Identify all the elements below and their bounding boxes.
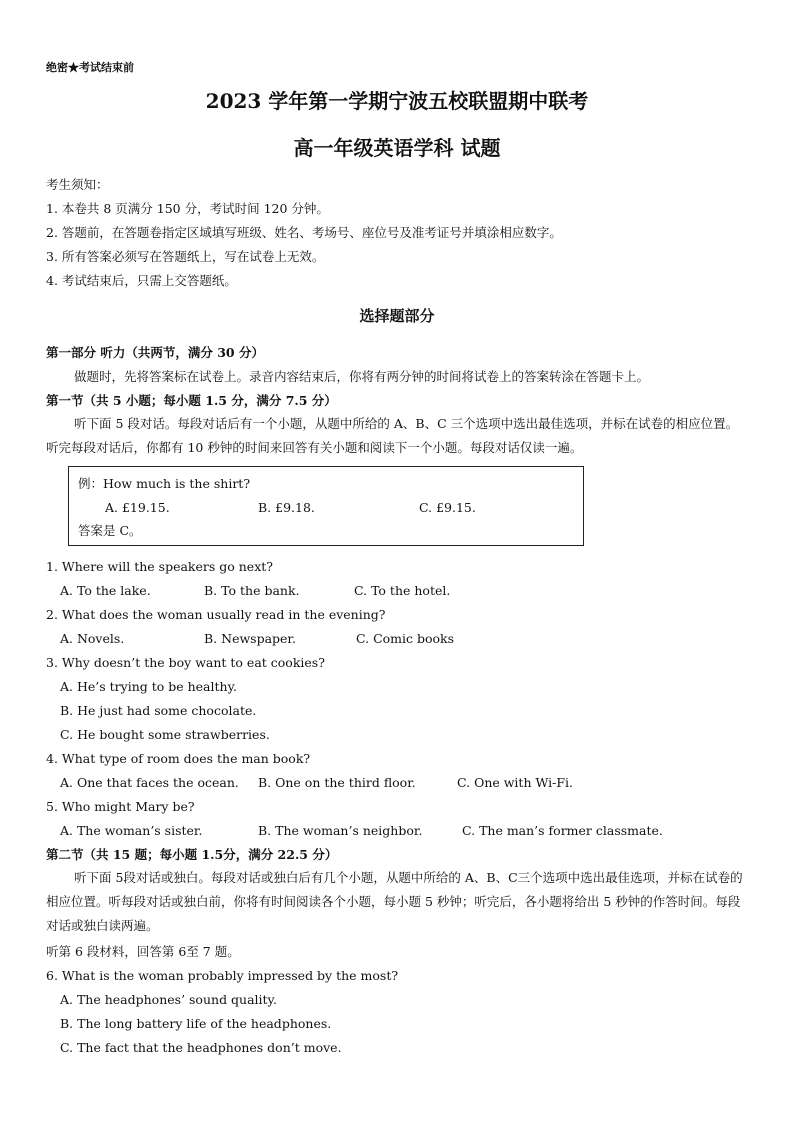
option: A. The headphones’ sound quality.	[60, 992, 277, 1007]
sec2-instruction: 听下面 5段对话或独白。每段对话或独白后有几个小题，从题中所给的 A、B、C三个选项中选出最佳选项，并标在试卷的相应位置。听每段对话或独白前，你将有时间阅读各个小题，每小题 5 秒钟；听完后，各小题将给出 5 秒钟的作答时间。每段对话或独白读两遍。	[46, 870, 743, 933]
question: 5. Who might Mary be?	[46, 799, 195, 814]
section-title: 选择题部分	[359, 307, 435, 325]
question: 6. What is the woman probably impressed by the most?	[46, 968, 399, 983]
question: 4. What type of room does the man book?	[46, 751, 311, 766]
option: B. Newspaper.	[204, 631, 297, 646]
option: A. One that faces the ocean.	[60, 775, 239, 790]
option: C. Comic books	[356, 631, 455, 646]
notice-item: 4. 考试结束后，只需上交答题纸。	[46, 273, 237, 288]
notice-item: 3. 所有答案必须写在答题纸上，写在试卷上无效。	[46, 249, 325, 264]
material-note: 听第 6 段材料，回答第 6至 7 题。	[46, 944, 240, 959]
example-answer: 答案是 C。	[78, 523, 142, 538]
option: C. One with Wi-Fi.	[457, 775, 573, 790]
option: A. The woman’s sister.	[60, 823, 203, 838]
secret-mark: 绝密★考试结束前	[46, 61, 134, 74]
part1-heading: 第一部分 听力（共两节，满分 30 分）	[46, 345, 264, 360]
option: A. To the lake.	[60, 583, 151, 598]
exam-title: 2023 学年第一学期宁波五校联盟期中联考	[205, 89, 589, 113]
example-question: 例：How much is the shirt?	[78, 476, 251, 491]
option: A. Novels.	[60, 631, 125, 646]
notice-item: 1. 本卷共 8 页满分 150 分，考试时间 120 分钟。	[46, 201, 329, 216]
sec1-heading: 第一节（共 5 小题；每小题 1.5 分，满分 7.5 分）	[46, 393, 337, 408]
question: 3. Why doesn’t the boy want to eat cookies?	[46, 655, 325, 670]
example-option: A. £19.15.	[105, 500, 170, 515]
option: B. The woman’s neighbor.	[258, 823, 423, 838]
notice-item: 2. 答题前，在答题卷指定区域填写班级、姓名、考场号、座位号及准考证号并填涂相应数字。	[46, 225, 562, 240]
option: A. He’s trying to be healthy.	[60, 679, 237, 694]
option: C. The man’s former classmate.	[462, 823, 663, 838]
example-option: C. £9.15.	[419, 500, 476, 515]
option: B. To the bank.	[204, 583, 300, 598]
option: C. He bought some strawberries.	[60, 727, 270, 742]
option: C. The fact that the headphones don’t move.	[60, 1040, 342, 1055]
option: B. One on the third floor.	[258, 775, 416, 790]
sec1-instruction: 听下面 5 段对话。每段对话后有一个小题，从题中所给的 A、B、C 三个选项中选出最佳选项，并标在试卷的相应位置。听完每段对话后，你都有 10 秒钟的时间来回答有关小题和阅读下一个小题。每段对话仅读一遍。	[46, 416, 739, 455]
exam-subtitle: 高一年级英语学科 试题	[293, 136, 501, 160]
option: B. He just had some chocolate.	[60, 703, 257, 718]
example-option: B. £9.18.	[258, 500, 315, 515]
option: C. To the hotel.	[354, 583, 451, 598]
notice-heading: 考生须知：	[46, 177, 109, 192]
example-box	[68, 466, 584, 546]
option: B. The long battery life of the headphones.	[60, 1016, 332, 1031]
question: 2. What does the woman usually read in the evening?	[46, 607, 386, 622]
question: 1. Where will the speakers go next?	[46, 559, 273, 574]
sec2-heading: 第二节（共 15 题；每小题 1.5分，满分 22.5 分）	[46, 847, 338, 862]
part1-instruction: 做题时，先将答案标在试卷上。录音内容结束后，你将有两分钟的时间将试卷上的答案转涂在答题卡上。	[74, 369, 650, 384]
